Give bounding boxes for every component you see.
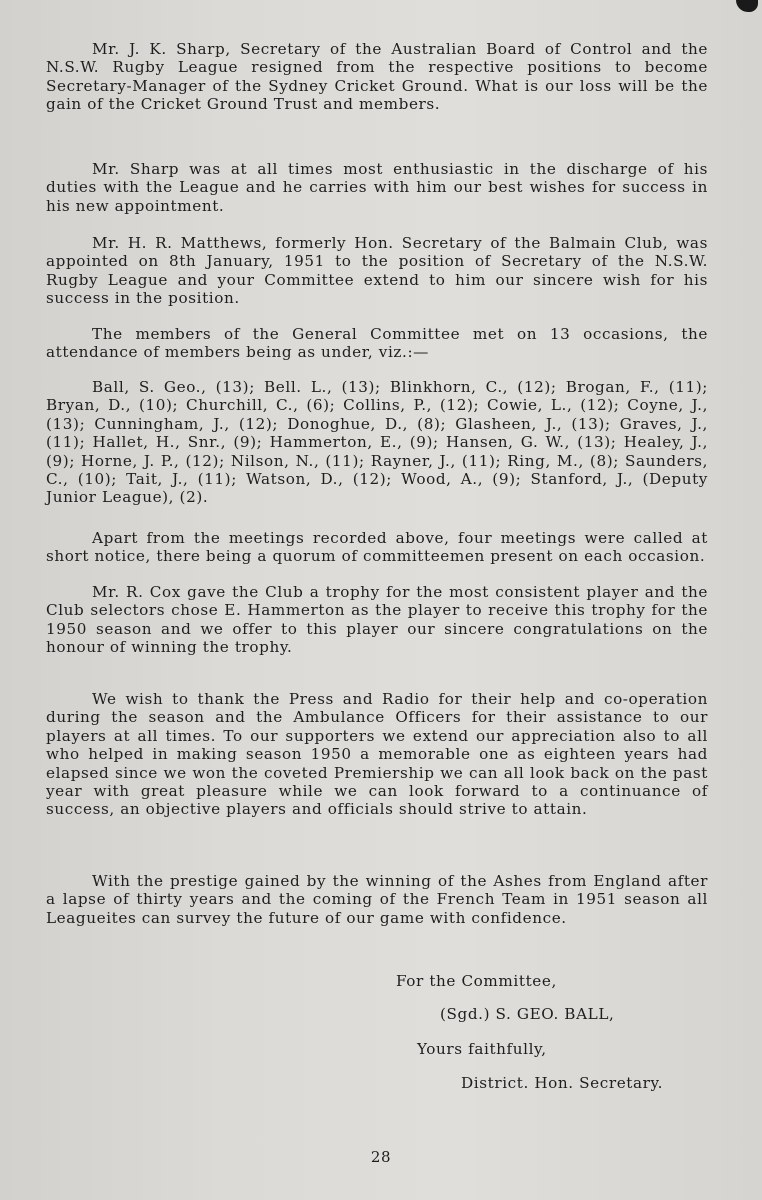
paragraph-matthews-appointment: Mr. H. R. Matthews, formerly Hon. Secretary of the Balmain Club, was appointed on 8th January, 1951 to the position of Secretary of the N.S.W. Rugby League and your Committee extend to him our sincere wish for his success in the position. [46, 234, 708, 308]
paragraph-cox-trophy: Mr. R. Cox gave the Club a trophy for the most consistent player and the Club selectors chose E. Hammerton as the player to receive this trophy for the 1950 season and we offer to this player our sincere congratulations on the honour of winning the trophy. [46, 583, 708, 657]
paragraph-committee-meetings: The members of the General Committee met on 13 occasions, the attendance of members being as under, viz.:— [46, 325, 708, 362]
page-number: 28 [370, 1148, 392, 1166]
paragraph-thanks: We wish to thank the Press and Radio for their help and co-operation during the season and the Ambulance Officers for their assistance to our players at all times. To our supporters we extend our appreciation also to all who helped in making season 1950 a memorable one as eighteen years had elapsed since we won the coveted Premiership we can all look back on the past year with great pleasure while we can look forward to a continuance of success, an objective players and officials should strive to attain. [46, 690, 708, 819]
paragraph-short-notice-meetings: Apart from the meetings recorded above, four meetings were called at short notice, there being a quorum of committeemen present on each occasion. [46, 529, 708, 566]
paragraph-attendance-list: Ball, S. Geo., (13); Bell. L., (13); Blinkhorn, C., (12); Brogan, F., (11); Bryan, D., (10); Churchill, C., (6); Collins, P., (12); Cowie, L., (12); Coyne, J., (13); Cunningham, J., (12); Donoghue, D., (8); Glasheen, J., (13); Graves, J., (11); Hallet, H., Snr., (9); Hammerton, E., (9); Hansen, G. W., (13); Healey, J., (9); Horne, J. P., (12); Nilson, N., (11); Rayner, J., (11); Ring, M., (8); Saunders, C., (10); Tait, J., (11); Watson, D., (12); Wood, A., (9); Stanford, J., (Deputy Junior League), (2). [46, 378, 708, 507]
signature-title: District. Hon. Secretary. [461, 1074, 664, 1092]
signature-closing: Yours faithfully, [417, 1040, 547, 1058]
signature-for-committee: For the Committee, [396, 972, 557, 990]
paragraph-ashes-prestige: With the prestige gained by the winning of the Ashes from England after a lapse of thirty years and the coming of the French Team in 1951 season all Leagueites can survey the future of our game with confidence. [46, 872, 708, 927]
corner-ink-mark [736, 0, 758, 12]
signature-signed-name: (Sgd.) S. GEO. BALL, [440, 1005, 615, 1023]
paragraph-sharp-resignation: Mr. J. K. Sharp, Secretary of the Australian Board of Control and the N.S.W. Rugby League resigned from the respective positions to become Secretary-Manager of the Sydney Cricket Ground. What is our loss will be the gain of the Cricket Ground Trust and members. [46, 40, 708, 114]
paragraph-sharp-appreciation: Mr. Sharp was at all times most enthusiastic in the discharge of his duties with the League and he carries with him our best wishes for success in his new appointment. [46, 160, 708, 215]
